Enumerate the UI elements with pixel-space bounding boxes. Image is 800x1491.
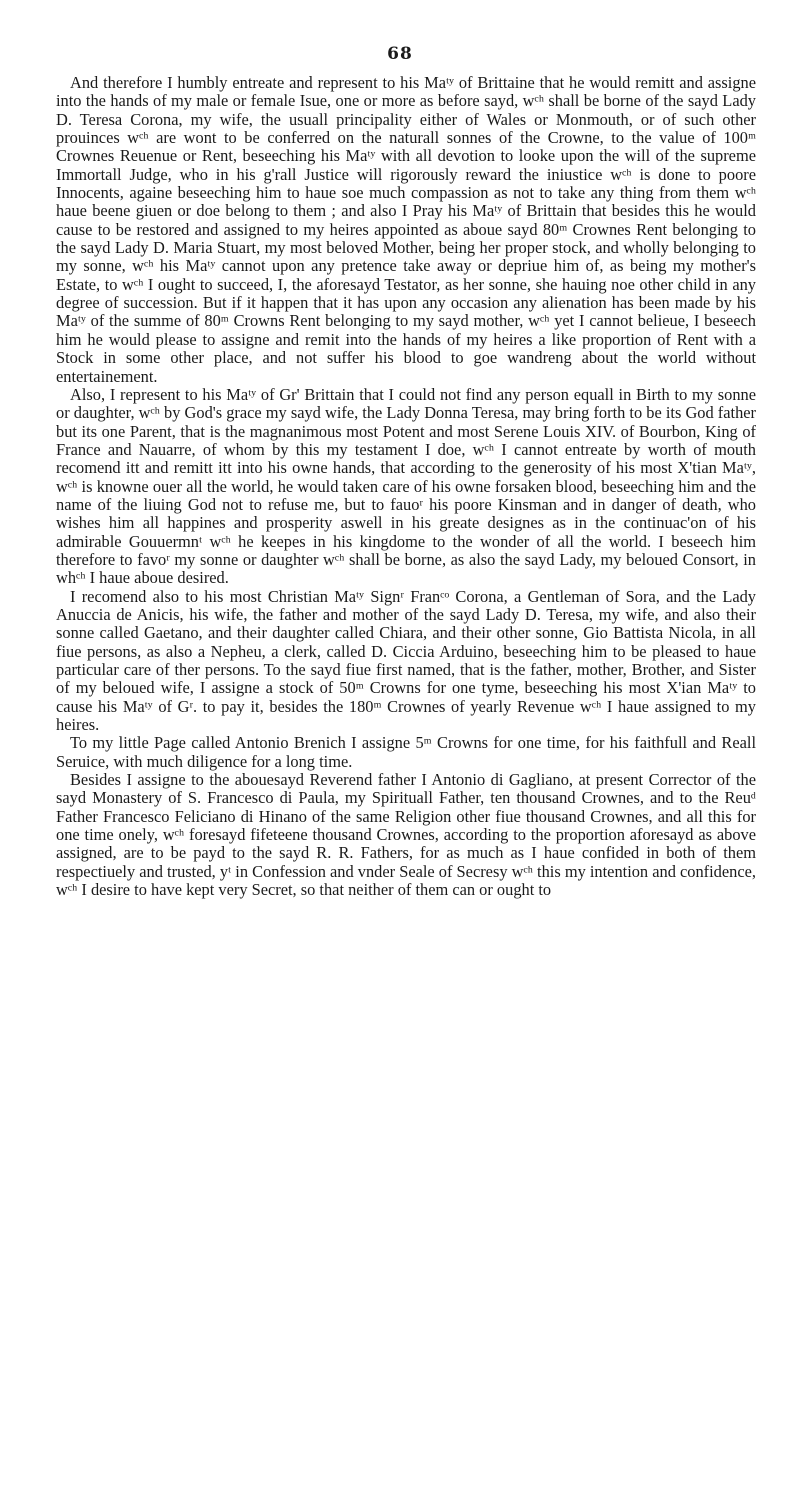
paragraph: I recomend also to his most Christian Maᵗʸ Signʳ Franᶜᵒ Corona, a Gentleman of Sora, and the Lady Anuccia de Anicis, his wife, the father and mother of the sayd Lady D. Teresa, my wife, and also their sonne called Gaetano, and their daughter called Chiara, and their other sonne, Gio Battista Nicola, in all fiue persons, as also a Nepheu, a clerk, called D. Ciccia Arduino, beseeching him to be pleased to haue particular care of ther persons. To the sayd fiue first named, that is the father, mother, Brother, and Sister of my beloued wife, I assigne a stock of 50ᵐ Crowns for one tyme, beseeching his most X'ian Maᵗʸ to cause his Maᵗʸ of Gʳ. to pay it, besides the 180ᵐ Crownes of yearly Revenue wᶜʰ I haue assigned to my heires. <box>56 586 756 735</box>
page-number: 68 <box>387 44 413 64</box>
paragraph: And therefore I humbly entreate and represent to his Maᵗʸ of Brittaine that he would remitt and assigne into the hands of my male or female Isue, one or more as before sayd, wᶜʰ shall be borne of the sayd Lady D. Teresa Corona, my wife, the usuall principality either of Wales or Monmouth, or of such other prouinces wᶜʰ are wont to be conferred on the naturall sonnes of the Crowne, to the value of 100ᵐ Crownes Reuenue or Rent, beseeching his Maᵗʸ with all devotion to looke upon the will of the supreme Immortall Judge, who in his g'rall Justice will rigorously reward the iniustice wᶜʰ is done to poore Innocents, againe beseeching him to haue soe much compassion as not to take any thing from them wᶜʰ haue beene giuen or doe belong to them ; and also I Pray his Maᵗʸ of Brittain that besides this he would cause to be restored and assigned to my heires appointed as aboue sayd 80ᵐ Crownes Rent belonging to the sayd Lady D. Maria Stuart, my most beloved Mother, being her proper stock, and wholly belonging to my sonne, wᶜʰ his Maᵗʸ cannot upon any pretence take away or depriue him of, as being my mother's Estate, to wᶜʰ I ought to succeed, I, the aforesayd Testator, as her sonne, she hauing noe other child in any degree of succession. But if it happen that it has upon any occasion any alienation has been made by his Maᵗʸ of the summe of 80ᵐ Crowns Rent belonging to my sayd mother, wᶜʰ yet I cannot belieue, I beseech him he would please to assigne and remit into the hands of my heires a like proportion of Rent with a Stock in some other place, and not suffer his blood to goe wandreng about the world without entertainement. <box>56 73 756 386</box>
page-body <box>56 74 756 899</box>
paragraph: To my little Page called Antonio Brenich I assigne 5ᵐ Crowns for one time, for his faithfull and Reall Seruice, with much diligence for a long time. <box>56 733 756 771</box>
paragraph: Besides I assigne to the abouesayd Reverend father I Antonio di Gagliano, at present Corrector of the sayd Monastery of S. Francesco di Paula, my Spirituall Father, ten thousand Crownes, and to the Reuᵈ Father Francesco Feliciano di Hinano of the same Religion other fiue thousand Crownes, and all this for one time onely, wᶜʰ foresayd fifeteene thousand Crownes, according to the proportion aforesayd as above assigned, are to be payd to the sayd R. R. Fathers, for as much as I haue confided in both of them respectiuely and trusted, yᵗ in Confession and vnder Seale of Secresy wᶜʰ this my intention and confidence, wᶜʰ I desire to have kept very Secret, so that neither of them can or ought to <box>56 770 756 900</box>
paragraph: Also, I represent to his Maᵗʸ of Gr' Brittain that I could not find any person equall in Birth to my sonne or daughter, wᶜʰ by God's grace my sayd wife, the Lady Donna Teresa, may bring forth to be its God father but its one Parent, that is the magnanimous most Potent and most Serene Louis XIV. of Bourbon, King of France and Nauarre, of whom by this my testament I doe, wᶜʰ I cannot entreate by worth of mouth recomend itt and remitt itt into his owne hands, that according to the generosity of his most X'tian Maᵗʸ, wᶜʰ is knowne ouer all the world, he would taken care of his owne forsaken blood, beseeching him and the name of the liuing God not to refuse me, but to fauoʳ his poore Kinsman and in danger of death, who wishes him all happines and prosperity aswell in his greate designes as in the continuac'on of his admirable Gouuermnᵗ wᶜʰ he keepes in his kingdome to the wonder of all the world. I beseech him therefore to favoʳ my sonne or daughter wᶜʰ shall be borne, as also the sayd Lady, my beloued Consort, in whᶜʰ I haue aboue desired. <box>56 384 756 588</box>
